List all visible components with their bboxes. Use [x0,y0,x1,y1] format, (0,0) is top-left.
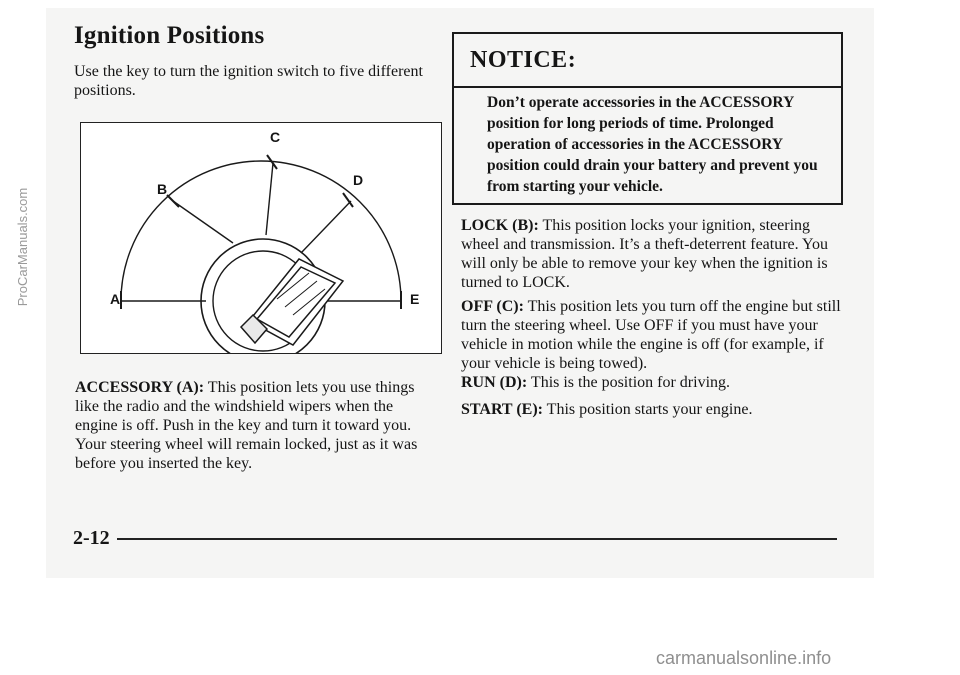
page-title: Ignition Positions [74,22,265,49]
diagram-label-e: E [410,291,420,307]
notice-title: NOTICE: [470,47,577,73]
ignition-switch-illustration [81,123,442,354]
lock-text: This position locks your ignition, steering wheel and transmission. It’s a theft-deterrent feature. You will only be able to remove your key when the ignition is turned to LOCK. [461,217,829,291]
notice-text: Don’t operate accessories in the ACCESSORY position for long periods of time. Prolonged operation of accessories in the ACCESSORY position could drain your battery and prevent you from starting your vehicle. [487,94,818,195]
page-number: 2-12 [73,527,110,549]
tick-b [167,195,179,207]
intro-text: Use the key to turn the ignition switch to five different positions. [74,63,423,99]
diagram-label-c: C [270,129,281,145]
diagram-label-d: D [353,172,364,188]
accessory-paragraph [75,378,425,473]
ignition-diagram [80,122,442,354]
accessory-term: ACCESSORY (A): [75,379,205,396]
position-line-d [301,201,351,253]
start-term: START (E): [461,401,543,418]
run-text: This is the position for driving. [527,374,731,391]
start-text: This position starts your engine. [542,401,753,418]
lock-term: LOCK (B): [461,217,539,234]
accessory-text: This position lets you use things like the radio and the windshield wipers when the engine is off. Push in the key and turn it toward you. Your steering wheel will remain locked, just as it was before you inserted the key. [75,379,418,472]
notice-box [452,32,843,205]
off-paragraph [461,297,846,373]
position-line-c [266,163,273,235]
key-illustration [241,259,343,345]
lock-paragraph [461,216,846,292]
watermark-bottom: carmanualsonline.info [656,648,832,668]
off-text: This position lets you turn off the engine but still turn the steering wheel. Use OFF if you must have your vehicle in motion while the engine is off (for example, if your vehicle is being towed). [461,298,841,372]
off-term: OFF (C): [461,298,524,315]
diagram-label-b: B [157,181,168,197]
position-line-b [173,201,233,243]
run-paragraph [461,373,846,392]
watermark-side: ProCarManuals.com [15,187,30,307]
run-term: RUN (D): [461,374,528,391]
start-paragraph [461,400,846,419]
diagram-label-a: A [110,291,121,307]
footer-rule [117,538,837,540]
notice-divider [454,86,841,88]
